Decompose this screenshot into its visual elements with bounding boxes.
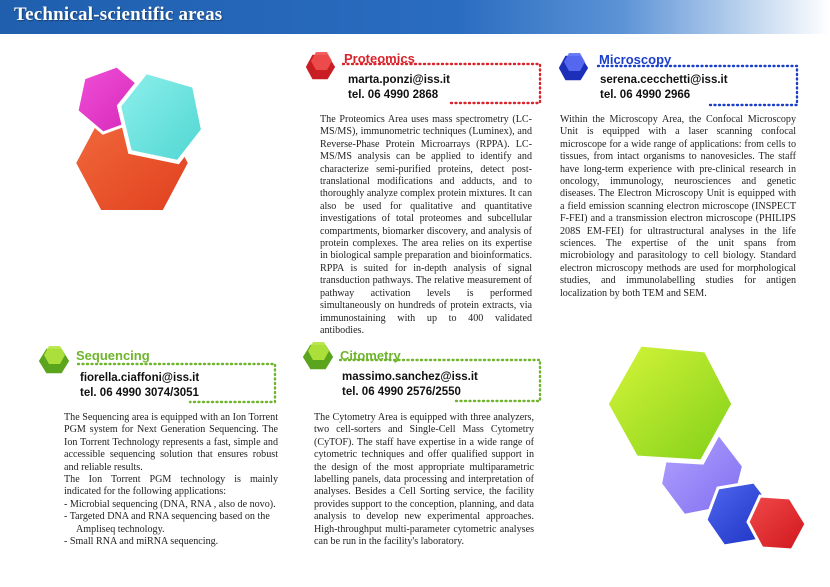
orange-hexagon	[74, 114, 190, 212]
cyan-hexagon	[119, 72, 203, 162]
sequencing-tel: tel. 06 4990 3074/3051	[80, 387, 199, 399]
sequencing-app-1: - Microbial sequencing (DNA, RNA , also de novo).	[64, 498, 276, 510]
proteomics-title: Proteomics	[344, 51, 415, 66]
sequencing-text	[64, 412, 278, 548]
sequencing-app-2-line2: Ampliseq technology.	[76, 523, 165, 535]
microscopy-text: Within the Microscopy Area, the Confocal Microscopy Unit is equipped with a laser scanning confocal microscope for a wide range of applications: from cells to tissues, from intact organisms to nanovesicles. The staff have long-term experience with pre-clinical research in oncology, immunology, neurosciences and genetic diseases. The Electron Microscopy Unit is equipped with a field emission scanning electron microscope (INSPECT F-FEI) and a transmission electron microscope (PHILIPS 208S EM-FEI) for ultrastructural analyses in the life sciences. The expertise of the unit spans from microbiology and parasitology to cell biology. Standard electron microscopy methods are used for morphological studies, and immunolabelling studies for antigen localization by both TEM and SEM.	[560, 114, 796, 299]
sequencing-intro: The Sequencing area is equipped with an Ion Torrent PGM system for Next Generation Sequencing. The Ion Torrent Technology represents a fast, simple and accessible sequencing solution that ensures robust and reliable results.	[64, 412, 278, 473]
proteomics-tel: tel. 06 4990 2868	[348, 89, 439, 101]
magenta-hexagon	[77, 66, 143, 133]
microscopy-hexagon-icon	[558, 53, 589, 81]
sequencing-hexagon-icon	[38, 346, 70, 374]
hexagon-cluster-bottom-right	[606, 344, 806, 550]
citometry-tel: tel. 06 4990 2576/2550	[342, 386, 461, 398]
sequencing-email: fiorella.ciaffoni@iss.it	[80, 372, 200, 384]
proteomics-email: marta.ponzi@iss.it	[348, 74, 450, 86]
microscopy-tel: tel. 06 4990 2966	[600, 89, 691, 101]
citometry-title: Citometry	[340, 348, 401, 363]
sequencing-apps-intro: The Ion Torrent PGM technology is mainly indicated for the following applications:	[64, 474, 278, 498]
sequencing-title: Sequencing	[76, 348, 150, 363]
green-hexagon	[606, 344, 734, 462]
blue-hexagon	[706, 482, 774, 546]
citometry-text: The Cytometry Area is equipped with three analyzers, two cell-sorters and Single-Cell Mass Cytometry (CyTOF). The staff have expertise in a wide range of cytometric techniques and offer qualified support in the design of the most appropriate multiparametric labelling panels, data processing and interpretation of analyses. Besides a Cell Sorting service, the facility provides support to the conception, planning, and data analysis to develop new experimental approaches. High-throughput multi-parameter cytometric analyses can be run in the facility's laboratory.	[314, 412, 534, 548]
sequencing-app-3: - Small RNA and miRNA sequencing.	[64, 536, 219, 548]
page-title: Technical-scientific areas	[14, 4, 223, 25]
sequencing-app-2-line1: - Targeted DNA and RNA sequencing based on the	[64, 511, 270, 523]
proteomics-hexagon-icon	[305, 52, 336, 80]
microscopy-title: Microscopy	[599, 52, 672, 67]
citometry-hexagon-icon	[302, 342, 334, 370]
lavender-hexagon	[660, 432, 744, 516]
proteomics-text: The Proteomics Area uses mass spectrometry (LC-MS/MS), immunometric techniques (Luminex), and Reverse-Phase Protein Microarrays (RPPA). LC-MS/MS analysis can be applied to identify and characterize semi-purified proteins, detect post-translational modifications and adducts, and to thoroughly analyze complex protein mixtures. It can also be used for qualitative and quantitative investigations of total proteomes and subcellular compartments, biomarker discovery, and analysis of protein complexes. The area relies on its expertise in biological sample preparation and bioinformatics. RPPA is suited for in-depth analysis of signal transduction pathways. The relative measurement of pathway activation levels is performed simultaneously on hundreds of protein extracts, via immunostaining with up to 400 validated antibodies.	[320, 114, 532, 336]
citometry-email: massimo.sanchez@iss.it	[342, 371, 478, 383]
hexagon-cluster-top-left	[74, 66, 203, 212]
microscopy-email: serena.cecchetti@iss.it	[600, 74, 728, 86]
red-hexagon	[748, 496, 806, 550]
